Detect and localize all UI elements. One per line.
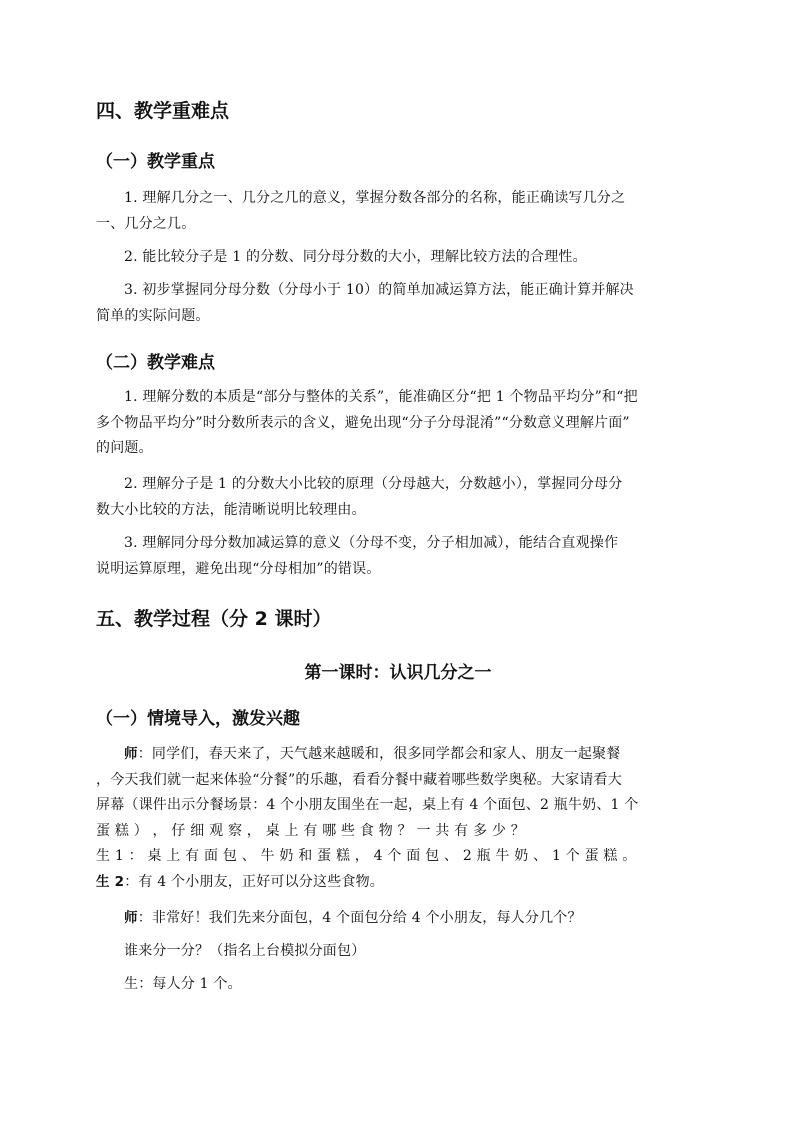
text-line: 多个物品平均分”时分数所表示的含义，避免出现“分子分母混淆”“分数意义理解片面” (96, 414, 630, 431)
focus-item-1 (96, 186, 700, 237)
intro-heading: （一）情境导入，激发兴趣 (96, 709, 300, 729)
text-line: 谁来分一分？（指名上台模拟分面包） (124, 943, 366, 959)
dialogue-paragraph-1 (96, 742, 700, 895)
text-line: 3. 理解同分母分数加减运算的意义（分母不变，分子相加减），能结合直观操作 (124, 535, 619, 551)
text-line: 1. 理解分数的本质是“部分与整体的关系”，能准确区分“把 1 个物品平均分”和“把 (124, 389, 638, 405)
text-line: 3. 初步掌握同分母分数（分母小于 10）的简单加减运算方法，能正确计算并解决 (124, 282, 634, 298)
dialogue-paragraph-3 (96, 939, 700, 965)
focus-item-3 (96, 278, 700, 329)
focus-heading: （一）教学重点 (96, 152, 215, 172)
teacher-label: 师 (124, 746, 138, 762)
text-line: 1. 理解几分之一、几分之几的意义，掌握分数各部分的名称，能正确读写几分之 (124, 190, 626, 206)
text-line: 简单的实际问题。 (96, 307, 210, 324)
dialogue-paragraph-4 (96, 972, 700, 998)
text-line: 生：每人分 1 个。 (124, 976, 242, 992)
difficulty-item-3 (96, 531, 700, 582)
focus-item-2 (96, 245, 700, 271)
dialogue-paragraph-2 (96, 906, 700, 932)
difficulty-item-1 (96, 385, 700, 462)
difficulty-heading: （二）教学难点 (96, 353, 215, 373)
text-line: 的问题。 (96, 440, 153, 456)
text-line: ，今天我们就一起来体验“分餐”的乐趣，看看分餐中藏着哪些数学奥秘。大家请看大 (96, 771, 622, 788)
text-line: 2. 理解分子是 1 的分数大小比较的原理（分母越大，分数越小），掌握同分母分 (124, 476, 623, 492)
text-line: 蛋 糕 ） ， 仔 细 观 察 ， 桌 上 有 哪 些 食 物 ？ 一 共 有 多 少 ？ (96, 822, 525, 839)
difficulty-item-2 (96, 472, 700, 523)
text-line: 说明运算原理，避免出现“分母相加”的错误。 (96, 560, 381, 577)
text-line: 2. 能比较分子是 1 的分数、同分母分数的大小，理解比较方法的合理性。 (124, 249, 587, 265)
lesson-title: 第一课时：认识几分之一 (304, 663, 492, 683)
student-2-label: 生 2 (96, 873, 125, 890)
text-line: 屏幕（课件出示分餐场景：4 个小朋友围坐在一起，桌上有 4 个面包、2 瓶牛奶、1 个 (96, 797, 639, 813)
section-4-title: 四、教学重难点 (96, 100, 230, 122)
text-line: ：同学们，春天来了，天气越来越暖和，很多同学都会和家人、朋友一起聚餐 (137, 746, 621, 762)
text-line: ：有 4 个小朋友，正好可以分这些食物。 (124, 873, 385, 890)
text-line: 生 1 ： 桌 上 有 面 包 、 牛 奶 和 蛋 糕 ， 4 个 面 包 、 2 瓶 牛 奶 、 1 个 蛋 糕 。 (96, 848, 637, 864)
teacher-label: 师 (124, 910, 138, 926)
text-line: 数大小比较的方法，能清晰说明比较理由。 (96, 501, 366, 518)
text-line: ：非常好！我们先来分面包，4 个面包分给 4 个小朋友，每人分几个？ (137, 910, 582, 926)
text-line: 一、几分之几。 (96, 215, 196, 232)
section-5-title: 五、教学过程（分 2 课时） (96, 608, 332, 630)
